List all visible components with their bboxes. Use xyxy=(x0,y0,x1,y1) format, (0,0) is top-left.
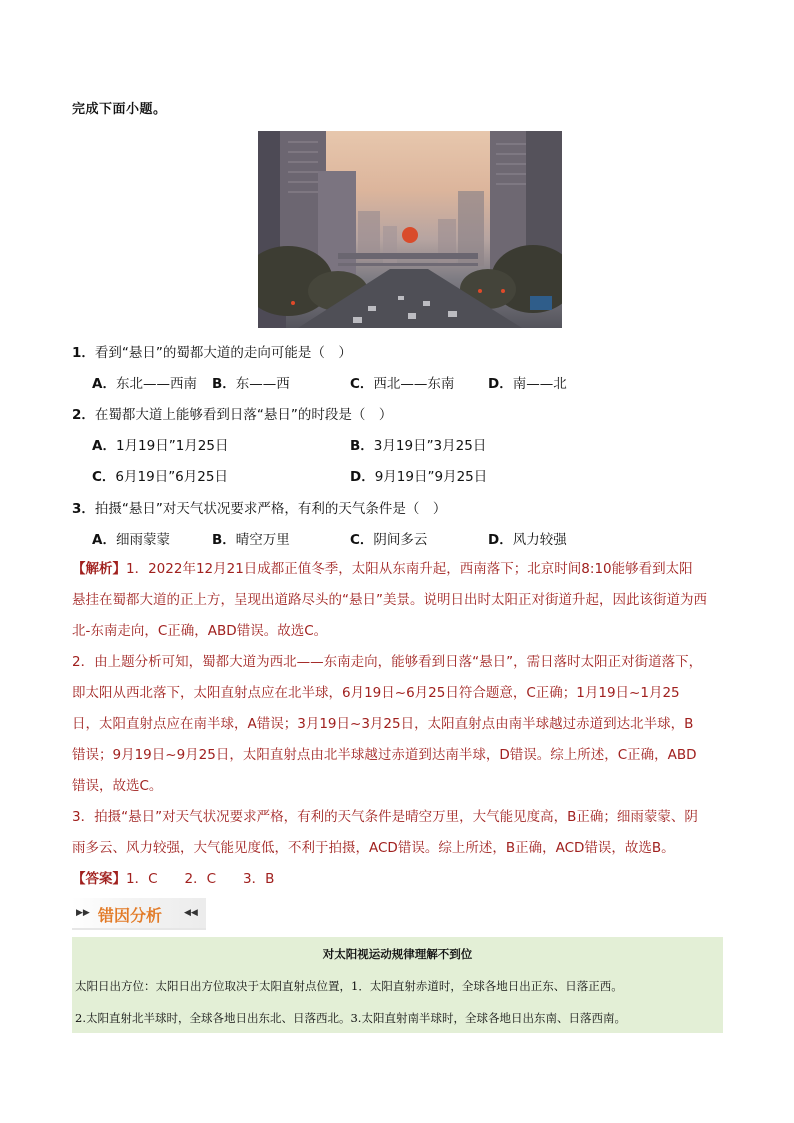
analysis-line-2: 悬挂在蜀都大道的正上方，呈现出道路尽头的“悬日”美景。说明日出时太阳正对街道升起，因此该街道为西 xyxy=(72,592,707,608)
option-3b: B．晴空万里 xyxy=(212,532,290,548)
analysis-line-1: 【解析】1．2022年12月21日成都正值冬季，太阳从东南升起，西南落下；北京时间8:10能够看到太阳 xyxy=(72,561,693,577)
question-number: 2． xyxy=(72,407,95,423)
answer-line: 【答案】1．C 2．C 3．B xyxy=(72,871,275,887)
tip-line-1: 太阳日出方位：太阳日出方位取决于太阳直射点位置，1．太阳直射赤道时，全球各地日出正东、日落正西。 xyxy=(75,979,623,993)
option-3d: D．风力较强 xyxy=(488,532,567,548)
sunset-city-illustration xyxy=(258,131,562,328)
tip-line-2: 2.太阳直射北半球时，全球各地日出东北、日落西北。3.太阳直射南半球时，全球各地日出东南、日落西南。 xyxy=(75,1011,626,1025)
option-2d: D．9月19日”9月25日 xyxy=(350,469,488,485)
question-2 xyxy=(72,403,392,423)
tip-title: 对太阳视运动规律理解不到位 xyxy=(322,947,473,961)
analysis-line-3: 北-东南走向，C正确，ABD错误。故选C。 xyxy=(72,623,328,639)
option-2a: A．1月19日”1月25日 xyxy=(92,438,229,454)
analysis-line-6: 日，太阳直射点应在南半球，A错误；3月19日~3月25日，太阳直射点由南半球越过赤道到达北半球，B xyxy=(72,716,694,732)
option-2c: C．6月19日”6月25日 xyxy=(92,469,228,485)
question-stem: 在蜀都大道上能够看到日落“悬日”的时段是（ ） xyxy=(94,407,393,423)
analysis-line-7: 错误；9月19日~9月25日，太阳直射点由北半球越过赤道到达南半球，D错误。综上所述，C正确，ABD xyxy=(72,747,697,763)
option-3a: A．细雨蒙蒙 xyxy=(92,532,170,548)
sunset-photo xyxy=(258,131,562,328)
question-number: 1． xyxy=(72,345,95,361)
option-1d: D．南——北 xyxy=(488,376,567,392)
question-number: 3． xyxy=(72,501,95,517)
right-triangles-icon: ▶▶ xyxy=(76,908,90,918)
section-title: 错因分析 xyxy=(98,906,163,925)
option-1b: B．东——西 xyxy=(212,376,290,392)
analysis-line-9: 3．拍摄“悬日”对天气状况要求严格，有利的天气条件是晴空万里，大气能见度高，B正确；细雨蒙蒙、阴 xyxy=(72,809,698,825)
analysis-line-10: 雨多云、风力较强，大气能见度低，不利于拍摄，ACD错误。综上所述，B正确，ACD错误，故选B。 xyxy=(72,840,675,856)
option-3c: C．阴间多云 xyxy=(350,532,428,548)
option-1a: A．东北——西南 xyxy=(92,376,197,392)
question-1 xyxy=(72,341,352,361)
question-stem: 看到“悬日”的蜀都大道的走向可能是（ ） xyxy=(94,345,352,361)
analysis-line-8: 错误，故选C。 xyxy=(72,778,163,794)
option-1c: C．西北——东南 xyxy=(350,376,455,392)
intro-text: 完成下面小题。 xyxy=(72,102,167,117)
left-triangles-icon: ◀◀ xyxy=(184,908,198,918)
question-3 xyxy=(72,497,446,517)
question-stem: 拍摄“悬日”对天气状况要求严格，有利的天气条件是（ ） xyxy=(94,501,447,517)
analysis-line-5: 即太阳从西北落下，太阳直射点应在北半球，6月19日~6月25日符合题意，C正确；1月19日~1月25 xyxy=(72,685,680,701)
analysis-block xyxy=(72,554,732,895)
analysis-line-4: 2．由上题分析可知，蜀都大道为西北——东南走向，能够看到日落“悬日”，需日落时太阳正对街道落下， xyxy=(72,654,703,670)
option-2b: B．3月19日”3月25日 xyxy=(350,438,487,454)
